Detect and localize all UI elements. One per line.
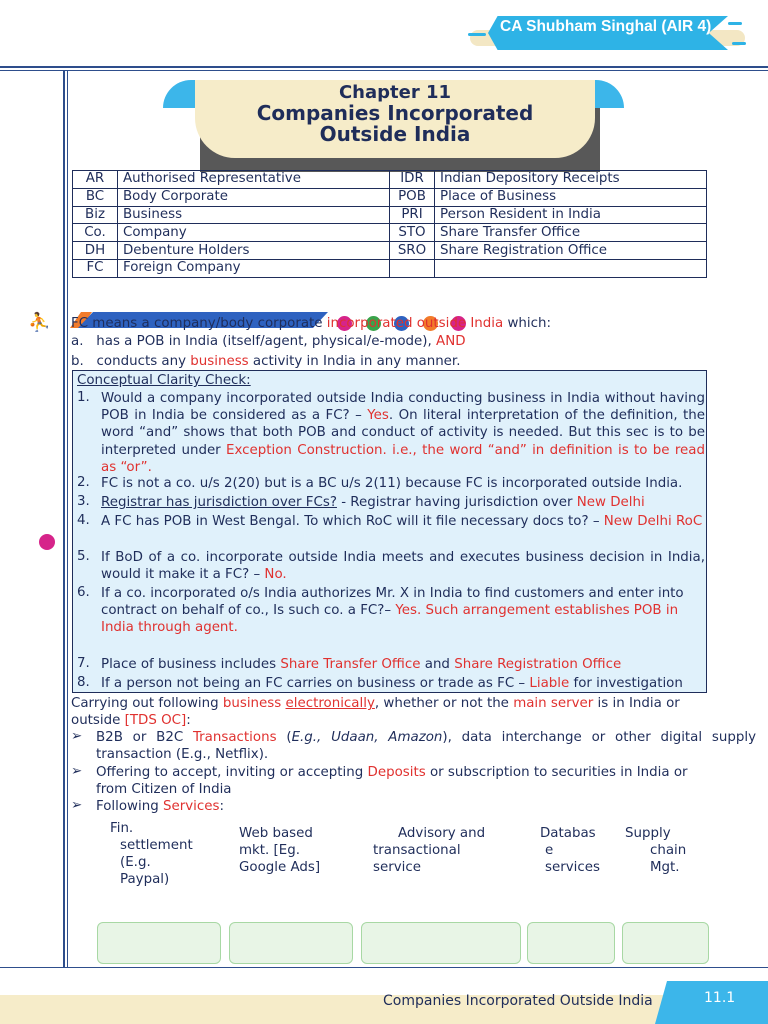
abbr-value: Indian Depository Receipts [435,171,707,189]
abbr-key: SRO [390,242,435,260]
abbr-value: Debenture Holders [118,242,390,260]
header-rule [0,66,768,68]
service-box [229,922,353,964]
bullet-marker-icon: ➢ [71,729,83,744]
abbreviation-row [73,242,707,260]
abbr-value [435,259,707,277]
abbreviation-row [73,206,707,224]
chapter-title [195,103,595,145]
abbr-value: Share Transfer Office [435,224,707,242]
abbr-value: Company [118,224,390,242]
chapter-title-line2: Outside India [319,122,471,146]
abbr-key: IDR [390,171,435,189]
abbr-value: Business [118,206,390,224]
decor-dot [39,534,55,550]
chapter-number: Chapter 11 [338,82,452,103]
service-box [527,922,615,964]
abbreviation-row [73,259,707,277]
chapter-title-line1: Companies Incorporated [256,101,534,125]
abbr-key: AR [73,171,118,189]
running-person-icon: ⛹ [28,312,51,333]
abbr-key: STO [390,224,435,242]
header-rule [0,70,768,71]
margin-line [63,70,65,968]
service-advisory: Advisory and transactional service [373,826,486,875]
page-number: 11.1 [704,990,736,1006]
clarity-title: Conceptual Clarity Check: [77,373,251,388]
service-box [622,922,709,964]
abbreviation-row [73,171,707,189]
definition-clause-a: a. has a POB in India (itself/agent, physical/e-mode), AND [71,334,466,349]
abbr-value: Place of Business [435,188,707,206]
abbreviation-row [73,188,707,206]
service-box [361,922,521,964]
abbr-key: FC [73,259,118,277]
bullet-marker-icon: ➢ [71,798,83,813]
service-box [97,922,221,964]
bullet-item: ➢ Offering to accept, inviting or accepting Deposits or subscription to securities in India or from Citizen of India [71,764,688,798]
decor-dash [468,33,486,36]
abbr-key: Co. [73,224,118,242]
abbr-key: Biz [73,206,118,224]
service-web-marketing: Web based mkt. [Eg. Google Ads] [239,826,321,875]
footer-title: Companies Incorporated Outside India [383,993,653,1009]
bullet-marker-icon: ➢ [71,764,83,779]
abbreviation-row [73,224,707,242]
definition-intro: FC means a company/body corporate incorporated outside India which: [71,316,551,331]
abbr-value: Person Resident in India [435,206,707,224]
bullet-item: ➢ B2B or B2C Transactions (E.g., Udaan, Amazon), data interchange or other digital supply transaction (E.g., Netflix). [71,729,756,763]
service-database: Databas e services [540,826,600,875]
abbr-key: BC [73,188,118,206]
abbr-value: Foreign Company [118,259,390,277]
abbr-key [390,259,435,277]
author-name: CA Shubham Singhal (AIR 4) [500,18,712,35]
footer-rule [0,967,768,968]
decor-dash [732,42,746,45]
abbr-key: POB [390,188,435,206]
abbr-value: Share Registration Office [435,242,707,260]
definition-clause-b: b. conducts any business activity in India in any manner. [71,354,461,369]
abbr-value: Authorised Representative [118,171,390,189]
margin-line [67,70,68,968]
abbr-value: Body Corporate [118,188,390,206]
abbreviation-table [72,170,707,278]
service-financial-settlement: Fin. settlement (E.g. Paypal) [110,821,193,887]
abbr-key: DH [73,242,118,260]
service-supply-chain: Supply chain Mgt. [625,826,687,875]
electronic-business-intro: Carrying out following business electronically, whether or not the main server is in India or outside [TDS OC]: [71,696,680,729]
clarity-item: 1. Would a company incorporated outside India conducting business in India without having POB in India be considered as a FC? – Yes. On literal interpretation of the definition, the word “and” shows that both POB and conduct of activity is needed. But this sec is to be interpreted under Exception Construction. i.e., the word “and” in definition is to be read as “or”. [77,390,706,475]
decor-dash [728,22,742,25]
abbr-key: PRI [390,206,435,224]
